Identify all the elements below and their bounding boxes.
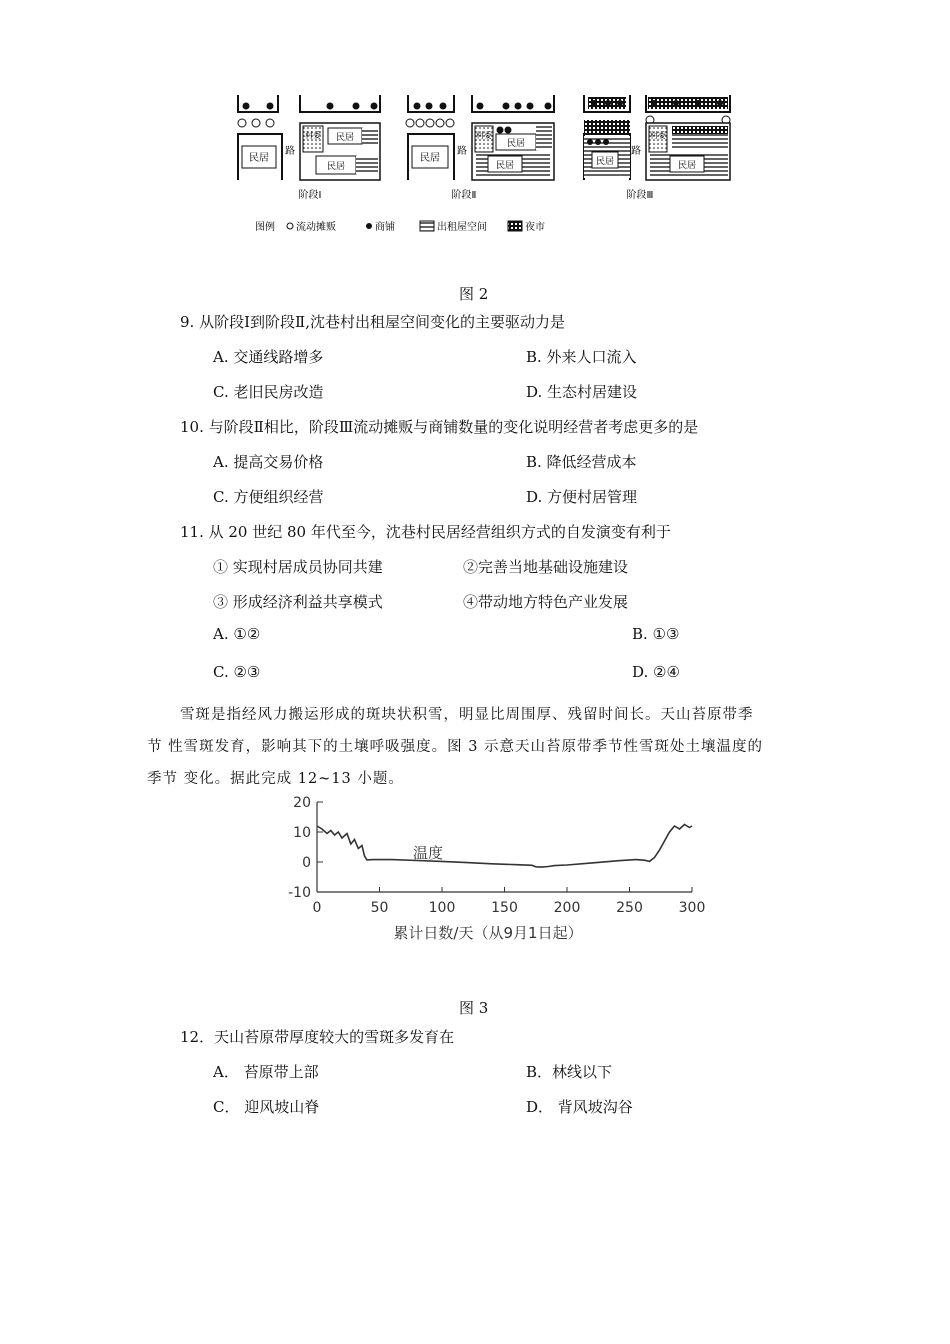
chart-axes: [317, 802, 692, 892]
y-tick-label: 0: [302, 855, 311, 871]
temperature-series-line: [317, 825, 692, 868]
q11-item-1: ① 实现村居成员协同共建: [213, 558, 383, 576]
x-tick-label: 0: [312, 900, 322, 916]
q9-option-c[interactable]: C. 老旧民房改造: [213, 383, 324, 401]
house-label: 民居: [506, 139, 526, 149]
village-committee-label: 村委: [305, 131, 321, 140]
vendor-marker: [266, 119, 274, 127]
stage-1-label: 阶段Ⅰ: [298, 190, 322, 201]
stage-3-panel: [584, 95, 730, 201]
house-label: 民居: [326, 162, 346, 172]
house-label: 民居: [495, 161, 515, 171]
q12-option-a[interactable]: A． 苔原带上部: [213, 1063, 319, 1081]
night-market-legend-icon: [508, 221, 522, 231]
question-11-stem: 11. 从 20 世纪 80 年代至今，沈巷村民居经营组织方式的自发演变有利于: [180, 523, 671, 541]
stage-1-panel: [238, 95, 380, 201]
passage-line-3: 季节 变化。据此完成 12~13 小题。: [147, 771, 404, 787]
x-tick-label: 100: [428, 900, 456, 916]
q10-option-d[interactable]: D. 方便村居管理: [526, 488, 638, 506]
x-tick-label: 300: [678, 900, 706, 916]
q12-option-d[interactable]: D． 背风坡沟谷: [526, 1098, 633, 1116]
q9-option-a[interactable]: A. 交通线路增多: [213, 348, 324, 366]
legend-title: 图例: [255, 222, 275, 233]
q12-option-b[interactable]: B．林线以下: [526, 1063, 613, 1081]
shop-marker: [243, 103, 250, 110]
house-label: 民居: [595, 157, 615, 167]
road-label: 路: [457, 146, 467, 157]
y-tick-label: 10: [293, 825, 311, 841]
rental-legend-icon: [420, 221, 434, 231]
house-label: 民居: [677, 161, 697, 171]
x-tick-label: 50: [370, 900, 389, 916]
q10-option-a[interactable]: A. 提高交易价格: [213, 453, 324, 471]
figure-2-legend: [255, 220, 545, 233]
stage-3-label: 阶段Ⅲ: [626, 190, 654, 201]
stage-2-label: 阶段Ⅱ: [451, 190, 477, 201]
q11-option-a[interactable]: A. ①②: [213, 625, 261, 643]
vendor-marker: [238, 119, 246, 127]
q11-option-d[interactable]: D. ②④: [632, 663, 680, 681]
legend-shop: 商铺: [375, 222, 395, 233]
road-label: 路: [285, 146, 295, 157]
stage-2-panel: [406, 95, 554, 201]
question-9-stem: 9. 从阶段Ⅰ到阶段Ⅱ,沈巷村出租屋空间变化的主要驱动力是: [180, 313, 565, 331]
figure-2: [230, 90, 750, 250]
passage-line-1: 雪斑是指经风力搬运形成的斑块状积雪，明显比周围厚、残留时间长。天山苔原带季: [180, 707, 754, 723]
legend-night-market: 夜市: [525, 222, 545, 233]
q11-item-2: ②完善当地基础设施建设: [463, 558, 629, 576]
vendor-marker: [252, 119, 260, 127]
village-committee-label: 村委: [476, 131, 492, 140]
figure-3-caption: 图 3: [459, 999, 489, 1017]
q12-option-c[interactable]: C． 迎风坡山脊: [213, 1098, 320, 1116]
x-axis-label: 累计日数/天（从9月1日起）: [393, 924, 583, 942]
question-10-stem: 10. 与阶段Ⅱ相比，阶段Ⅲ流动摊贩与商铺数量的变化说明经营者考虑更多的是: [180, 418, 699, 436]
shop-marker: [267, 103, 274, 110]
x-tick-label: 200: [553, 900, 581, 916]
question-12-stem: 12．天山苔原带厚度较大的雪斑多发育在: [180, 1028, 455, 1046]
house-label: 民居: [335, 133, 355, 143]
house-label: 民居: [420, 153, 440, 164]
figure-2-diagram: [230, 90, 750, 250]
q11-option-b[interactable]: B. ①③: [632, 625, 680, 643]
legend-vendor: 流动摊贩: [296, 222, 336, 233]
village-committee-label: 村委: [650, 131, 666, 140]
legend-rental: 出租屋空间: [437, 222, 487, 233]
x-tick-label: 250: [616, 900, 643, 916]
q10-option-c[interactable]: C. 方便组织经营: [213, 488, 324, 506]
house-label: 民居: [249, 153, 269, 164]
q11-item-4: ④带动地方特色产业发展: [463, 593, 629, 611]
passage-line-2: 节 性雪斑发育，影响其下的土壤呼吸强度。图 3 示意天山苔原带季节性雪斑处土壤温度的: [147, 739, 764, 755]
q10-option-b[interactable]: B. 降低经营成本: [526, 453, 637, 471]
road-label: 路: [631, 146, 641, 157]
q11-item-3: ③ 形成经济利益共享模式: [213, 593, 383, 611]
y-tick-label: 20: [293, 795, 311, 811]
shop-legend-icon: [366, 223, 372, 229]
figure-2-caption: 图 2: [459, 285, 489, 303]
q9-option-b[interactable]: B. 外来人口流入: [526, 348, 637, 366]
x-tick-label: 150: [491, 900, 518, 916]
y-tick-label: -10: [288, 885, 311, 901]
temperature-chart: [270, 790, 730, 950]
series-label: 温度: [413, 844, 444, 862]
q11-option-c[interactable]: C. ②③: [213, 663, 261, 681]
q9-option-d[interactable]: D. 生态村居建设: [526, 383, 638, 401]
vendor-legend-icon: [287, 223, 293, 229]
figure-3-chart: [270, 790, 730, 950]
